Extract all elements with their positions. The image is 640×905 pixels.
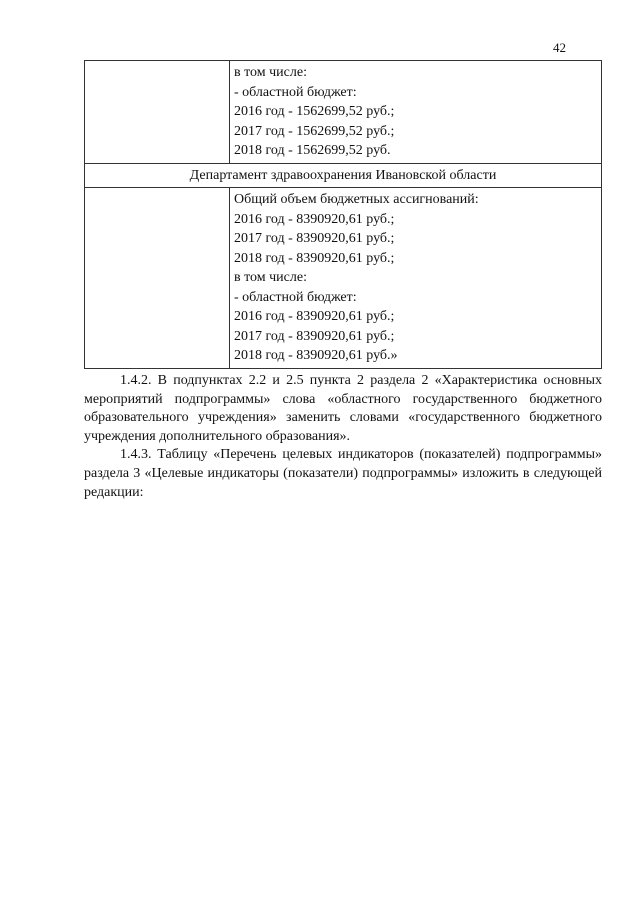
paragraph-1-4-3: 1.4.3. Таблицу «Перечень целевых индикаторов (показателей) подпрограммы» раздела 3 «Целевые индикаторы (показатели) подпрограммы» изложить в следующей редакции: (84, 447, 602, 500)
table-cell-empty (85, 188, 230, 369)
table-line: Общий объем бюджетных ассигнований: (234, 192, 479, 207)
table-cell-budget-allocations (230, 188, 602, 369)
table-line: 2018 год - 8390920,61 руб.» (234, 348, 398, 363)
table-line: 2017 год - 8390920,61 руб.; (234, 231, 395, 246)
table-line: в том числе: (234, 270, 307, 285)
department-header: Департамент здравоохранения Ивановской области (85, 163, 602, 188)
table-row (85, 188, 602, 369)
table-line: - областной бюджет: (234, 84, 357, 100)
paragraph-1-4-2: 1.4.2. В подпунктах 2.2 и 2.5 пункта 2 раздела 2 «Характеристика основных мероприятий подпрограммы» слова «областного государственного бюджетного образовательного учреждения» заменить словами «государственного бюджетного учреждения дополнительного образования». (84, 373, 602, 444)
table-cell-empty (85, 61, 230, 164)
table-row (85, 163, 602, 188)
page-number: 42 (553, 40, 566, 55)
table-line: - областной бюджет: (234, 289, 357, 305)
table-line: 2017 год - 8390920,61 руб.; (234, 328, 395, 344)
table-line: 2016 год - 8390920,61 руб.; (234, 211, 395, 227)
table-line: в том числе: (234, 65, 307, 80)
document-body (84, 372, 602, 502)
table-line: 2016 год - 8390920,61 руб.; (234, 309, 395, 324)
budget-table (84, 60, 602, 369)
table-row (85, 61, 602, 164)
table-line: 2016 год - 1562699,52 руб.; (234, 104, 395, 119)
table-line: 2018 год - 1562699,52 руб. (234, 143, 391, 158)
table-line: 2017 год - 1562699,52 руб.; (234, 123, 395, 139)
table-line: 2018 год - 8390920,61 руб.; (234, 250, 395, 266)
table-cell-regional-budget (230, 61, 602, 164)
